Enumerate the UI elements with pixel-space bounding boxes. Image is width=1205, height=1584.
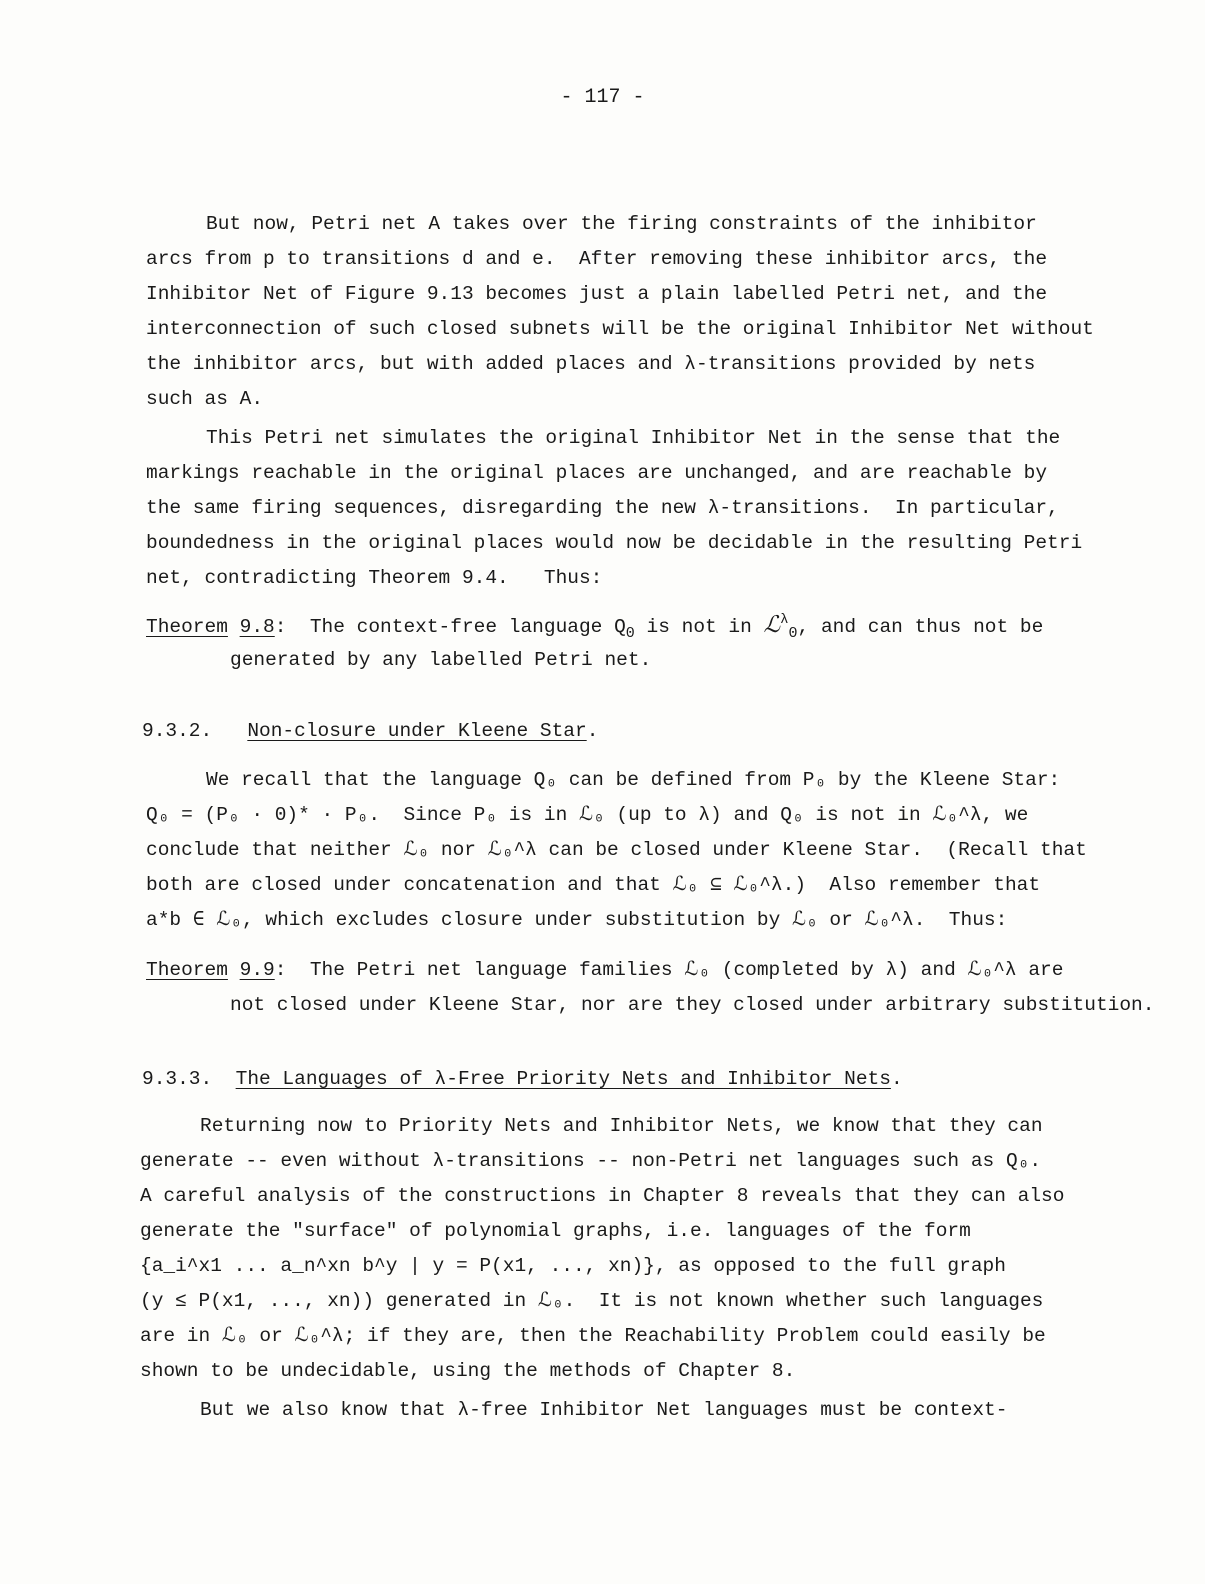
paragraph-1	[146, 207, 1176, 417]
text-line: the same firing sequences, disregarding the new λ-transitions. In particular,	[146, 497, 1059, 519]
text-line: (y ≤ P(x1, ..., xn)) generated in ℒ₀. It is not known whether such languages	[140, 1290, 1044, 1312]
section-title: Non-closure under Kleene Star	[247, 720, 587, 742]
theorem-line	[146, 953, 1176, 988]
text-line: markings reachable in the original places are unchanged, and are reachable by	[146, 462, 1048, 484]
text-line: But now, Petri net A takes over the firing constraints of the inhibitor	[206, 213, 1037, 235]
theorem-9-8	[146, 608, 1176, 678]
text-line: interconnection of such closed subnets will be the original Inhibitor Net without	[146, 318, 1094, 340]
theorem-number: 9.9	[239, 959, 275, 981]
text-line: net, contradicting Theorem 9.4. Thus:	[146, 567, 603, 589]
theorem-line: generated by any labelled Petri net.	[230, 649, 652, 671]
paragraph-3	[146, 763, 1176, 938]
text-line: the inhibitor arcs, but with added places and λ-transitions provided by nets	[146, 353, 1036, 375]
text-line: a*b ∈ ℒ₀, which excludes closure under substitution by ℒ₀ or ℒ₀^λ. Thus:	[146, 909, 1008, 931]
text-line: This Petri net simulates the original Inhibitor Net in the sense that the	[206, 427, 1061, 449]
theorem-number: 9.8	[239, 616, 275, 638]
section-number: 9.3.3.	[142, 1068, 213, 1090]
text-line: conclude that neither ℒ₀ nor ℒ₀^λ can be closed under Kleene Star. (Recall that	[146, 839, 1087, 861]
section-heading-9-3-3: 9.3.3. The Languages of λ-Free Priority Nets and Inhibitor Nets.	[142, 1068, 903, 1090]
theorem-label: Theorem	[146, 616, 228, 638]
text-line: Q₀ = (P₀ · 0)* · P₀. Since P₀ is in ℒ₀ (up to λ) and Q₀ is not in ℒ₀^λ, we	[146, 804, 1029, 826]
text-line: {a_i^x1 ... a_n^xn b^y | y = P(x1, ..., xn)}, as opposed to the full graph	[140, 1255, 1006, 1277]
paragraph-2	[146, 421, 1176, 596]
paragraph-5	[140, 1393, 1170, 1428]
theorem-label: Theorem	[146, 959, 228, 981]
script-l-symbol: ℒ	[763, 612, 781, 638]
theorem-text: : The Petri net language families ℒ₀ (completed by λ) and ℒ₀^λ are	[274, 959, 1064, 981]
section-title: The Languages of λ-Free Priority Nets and Inhibitor Nets	[235, 1068, 891, 1090]
text-line: Returning now to Priority Nets and Inhibitor Nets, we know that they can	[200, 1115, 1043, 1137]
text-line: Inhibitor Net of Figure 9.13 becomes just a plain labelled Petri net, and the	[146, 283, 1048, 305]
theorem-line: Theorem 9.8: The context-free language $Q_0$ is not in ℒ$^\lambda_0$, and can thus not be	[146, 612, 1044, 642]
text-line: shown to be undecidable, using the methods of Chapter 8.	[140, 1360, 796, 1382]
text-line: We recall that the language Q₀ can be defined from P₀ by the Kleene Star:	[206, 769, 1061, 791]
section-number: 9.3.2.	[142, 720, 213, 742]
text-line: both are closed under concatenation and that ℒ₀ ⊆ ℒ₀^λ.) Also remember that	[146, 874, 1041, 896]
text-line: boundedness in the original places would now be decidable in the resulting Petri	[146, 532, 1083, 554]
theorem-text: , and can thus not be	[797, 616, 1044, 638]
theorem-line: not closed under Kleene Star, nor are they closed under arbitrary substitution.	[230, 994, 1155, 1016]
theorem-9-9	[146, 953, 1176, 1023]
text-line: are in ℒ₀ or ℒ₀^λ; if they are, then the Reachability Problem could easily be	[140, 1325, 1046, 1347]
theorem-text: is not in	[634, 616, 764, 638]
section-heading-9-3-2: 9.3.2. Non-closure under Kleene Star.	[142, 720, 599, 742]
text-line: generate the "surface" of polynomial graphs, i.e. languages of the form	[140, 1220, 971, 1242]
text-line: But we also know that λ-free Inhibitor Net languages must be context-	[200, 1399, 1008, 1421]
text-line: arcs from p to transitions d and e. After removing these inhibitor arcs, the	[146, 248, 1048, 270]
text-line: A careful analysis of the constructions in Chapter 8 reveals that they can also	[140, 1185, 1065, 1207]
page-number: - 117 -	[560, 86, 645, 109]
theorem-text: : The context-free language Q	[274, 616, 626, 638]
text-line: such as A.	[146, 388, 264, 410]
text-line: generate -- even without λ-transitions -- non-Petri net languages such as Q₀.	[140, 1150, 1042, 1172]
paragraph-4	[140, 1109, 1170, 1389]
